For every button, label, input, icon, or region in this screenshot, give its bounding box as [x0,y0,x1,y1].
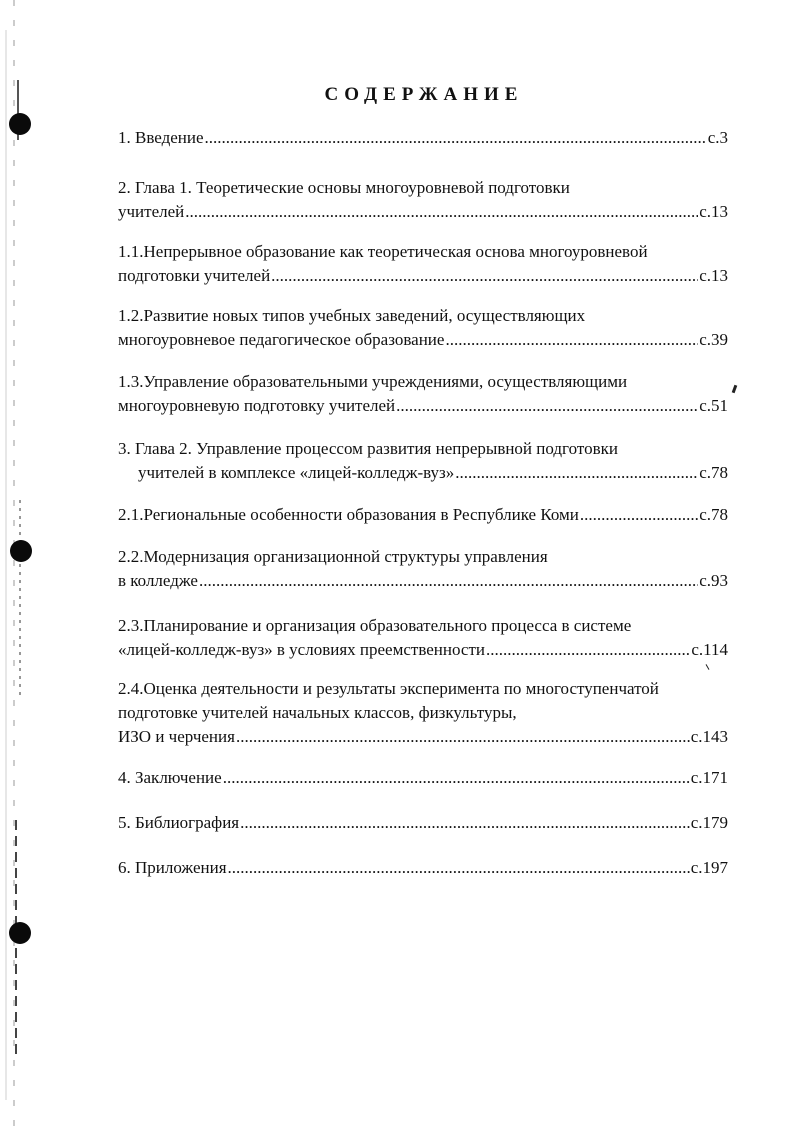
toc-entry [118,437,728,485]
toc-entry-leader-line [118,766,728,790]
toc-entry-leader-line [118,725,728,749]
dot-leader [228,856,690,880]
toc-entry-text-line: 3. Глава 2. Управление процессом развития непрерывной подготовки [118,439,618,458]
toc-entry-leader-line [118,503,728,527]
toc-entry-page-number: с.39 [699,330,728,349]
dot-leader [185,200,698,224]
toc-entry-text-line: подготовке учителей начальных классов, физкультуры, [118,703,517,722]
toc-entry-page-number: с.171 [690,768,728,787]
toc-entry-page-number: с.179 [690,813,728,832]
toc-entry-leader-line [118,461,728,485]
toc-entry [118,766,728,790]
toc-entry-text-line: 2.3.Планирование и организация образовательного процесса в системе [118,616,632,635]
toc-entry-leader-line [118,126,728,150]
toc-entry-page-number: с.78 [699,505,728,524]
dot-leader [240,811,690,835]
toc-entry [118,503,728,527]
toc-entry-label: «лицей-колледж-вуз» в условиях преемственности [118,640,485,659]
punch-hole-middle [10,540,32,562]
dot-leader [199,569,698,593]
toc-entry [118,811,728,835]
toc-entry-leader-line [118,328,728,352]
toc-entry-leader-line [118,569,728,593]
dot-leader [580,503,698,527]
scan-speck [732,385,738,394]
toc-entry [118,370,728,418]
toc-entry [118,176,728,224]
toc-entry [118,614,728,662]
dot-leader [486,638,690,662]
toc-entry [118,545,728,593]
toc-entry-leader-line [118,856,728,880]
punch-hole-top [9,113,31,135]
toc-entry [118,304,728,352]
toc-entry-page-number: с.3 [707,128,728,147]
toc-entry-leader-line [118,811,728,835]
dot-leader [445,328,698,352]
toc-entry [118,240,728,288]
scan-edge [0,0,40,1131]
toc-entry-page-number: с.143 [690,727,728,746]
dot-leader [223,766,690,790]
toc-entry [118,856,728,880]
toc-entry-label: подготовки учителей [118,266,271,285]
dot-leader [455,461,698,485]
toc-entry-text-line: 1.1.Непрерывное образование как теоретическая основа многоуровневой [118,242,648,261]
toc-entry-label: учителей [118,202,185,221]
toc-entry-page-number: с.51 [699,396,728,415]
toc-entry-label: 1. Введение [118,128,204,147]
toc-entry-text-line: 1.3.Управление образовательными учреждениями, осуществляющими [118,372,628,391]
toc-entry-label: 4. Заключение [118,768,222,787]
toc-entry-label: 2.1.Региональные особенности образования в Республике Коми [118,505,579,524]
toc-entry-leader-line [118,200,728,224]
toc-entry-text-line: 2. Глава 1. Теоретические основы многоуровневой подготовки [118,178,570,197]
toc-entry-text-line: 2.2.Модернизация организационной структуры управления [118,547,548,566]
dot-leader [396,394,698,418]
toc-entry-label: многоуровневое педагогическое образование [118,330,445,349]
toc-entry-label: многоуровневую подготовку учителей [118,396,396,415]
dot-leader [236,725,690,749]
toc-entry-label: ИЗО и черчения [118,727,235,746]
toc-entry-page-number: с.114 [691,640,728,659]
toc-entry-text-line: 1.2.Развитие новых типов учебных заведений, осуществляющих [118,306,586,325]
page-title: СОДЕРЖАНИЕ [324,84,524,105]
toc-entry-label: учителей в комплексе «лицей-колледж-вуз» [138,463,455,482]
toc-entry [118,677,728,749]
toc-entry-text-line: 2.4.Оценка деятельности и результаты эксперимента по многоступенчатой [118,679,659,698]
scan-edge-marks [0,0,40,1131]
toc-entry-page-number: с.78 [699,463,728,482]
toc-entry-leader-line [118,638,728,662]
dot-leader [205,126,707,150]
punch-hole-bottom [9,922,31,944]
toc-entry-page-number: с.93 [699,571,728,590]
toc-entry-label: в колледже [118,571,198,590]
scan-speck [706,664,710,670]
dot-leader [271,264,698,288]
toc-entry-leader-line [118,394,728,418]
toc-entry-page-number: с.13 [699,266,728,285]
toc-entry-page-number: с.197 [690,858,728,877]
toc-entry [118,126,728,150]
toc-entry-label: 6. Приложения [118,858,227,877]
toc-entry-label: 5. Библиография [118,813,240,832]
toc-entry-leader-line [118,264,728,288]
toc-entry-page-number: с.13 [699,202,728,221]
